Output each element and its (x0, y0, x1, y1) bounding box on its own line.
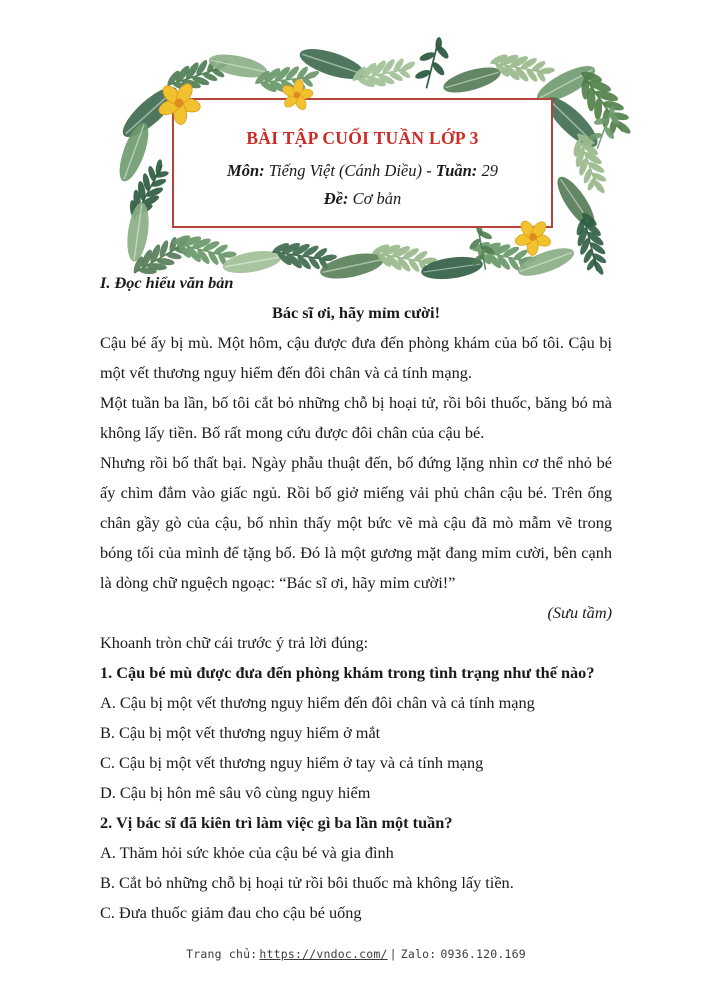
worksheet-title: BÀI TẬP CUỐI TUẦN LỚP 3 (246, 128, 479, 148)
header-decorated-banner (0, 0, 712, 292)
zalo-label: Zalo: (400, 947, 437, 961)
week-label: Tuần: (435, 161, 478, 180)
section-title: I. Đọc hiểu văn bản (100, 273, 234, 292)
week-value: 29 (477, 161, 498, 180)
worksheet-title-frame (172, 98, 553, 228)
zalo-number: 0936.120.169 (440, 947, 526, 961)
question-2-option-a: A. Thăm hỏi sức khỏe của cậu bé và gia đình (100, 843, 394, 862)
worksheet-body (100, 268, 612, 928)
question-2: 2. Vị bác sĩ đã kiên trì làm việc gì ba lần một tuần? (100, 813, 453, 832)
quiz-instruction: Khoanh tròn chữ cái trước ý trả lời đúng: (100, 633, 369, 652)
story-attribution: (Sưu tầm) (547, 603, 612, 622)
home-url-link[interactable]: https://vndoc.com/ (259, 947, 388, 961)
worksheet-level-line (174, 188, 551, 210)
exam-label: Đề: (323, 189, 349, 208)
exam-value: Cơ bản (348, 189, 402, 208)
subject-label: Môn: (227, 161, 265, 180)
question-1-option-a: A. Cậu bị một vết thương nguy hiểm đến đôi chân và cả tính mạng (100, 693, 535, 712)
story-paragraph: Nhưng rồi bố thất bại. Ngày phẫu thuật đến, bố đứng lặng nhìn cơ thể nhỏ bé ấy chìm đắm vào giấc ngủ. Rồi bố giở miếng vải phủ chân cậu bé. Trên ống chân gầy gò của cậu, bố nhìn thấy một bức vẽ mà cậu đã mò mẫm vẽ trong bóng tối của mình để tặng bố. Đó là một gương mặt đang mỉm cười, bên cạnh là dòng chữ nguệch ngoạc: “Bác sĩ ơi, hãy mỉm cười!” (100, 453, 612, 592)
question-1-option-d: D. Cậu bị hôn mê sâu vô cùng nguy hiểm (100, 783, 371, 802)
story-paragraph: Một tuần ba lần, bố tôi cắt bỏ những chỗ bị hoại tử, rồi bôi thuốc, băng bó mà không lấy tiền. Bố rất mong cứu được đôi chân của cậu bé. (100, 393, 612, 442)
question-1-option-b: B. Cậu bị một vết thương nguy hiểm ở mắt (100, 723, 381, 742)
question-1-option-c: C. Cậu bị một vết thương nguy hiểm ở tay và cả tính mạng (100, 753, 484, 772)
story-paragraph: Cậu bé ấy bị mù. Một hôm, cậu được đưa đến phòng khám của bố tôi. Cậu bị một vết thương nguy hiểm đến đôi chân và cả tính mạng. (100, 333, 612, 382)
home-label: Trang chủ: (186, 947, 258, 961)
question-2-option-b: B. Cắt bỏ những chỗ bị hoại tử rồi bôi thuốc mà không lấy tiền. (100, 873, 514, 892)
question-1: 1. Cậu bé mù được đưa đến phòng khám trong tình trạng như thế nào? (100, 663, 595, 682)
page-footer (0, 947, 712, 961)
question-2-option-c: C. Đưa thuốc giảm đau cho cậu bé uống (100, 903, 362, 922)
subject-value: Tiếng Việt (Cánh Diều) - (264, 161, 436, 180)
footer-separator: | (389, 947, 397, 961)
story-title: Bác sĩ ơi, hãy mỉm cười! (272, 303, 440, 322)
worksheet-subject-line (174, 160, 551, 182)
